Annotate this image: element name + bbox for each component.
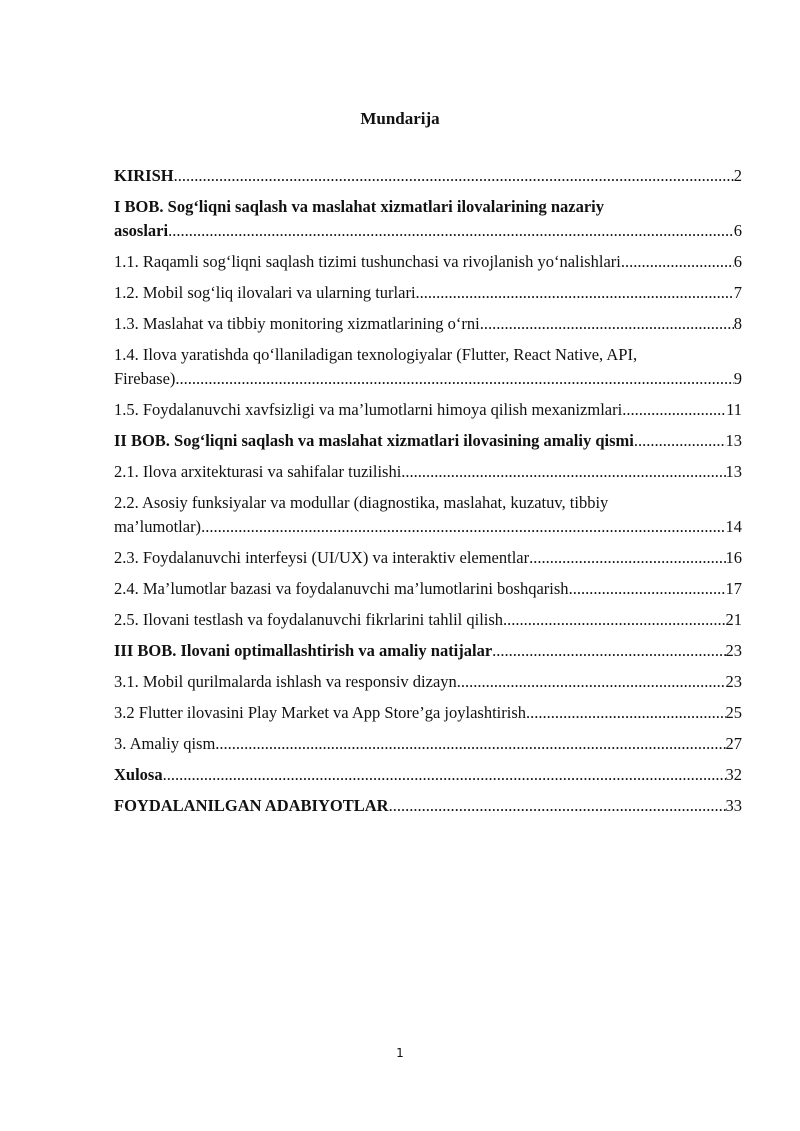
toc-page-number: 23 <box>725 641 742 660</box>
toc-entry-title: III BOB. Ilovani optimallashtirish va amaliy natijalar <box>114 641 493 660</box>
toc-entry-2-3[interactable] <box>114 546 742 570</box>
toc-entry-1-5[interactable] <box>114 398 742 422</box>
toc-entry-3-1[interactable] <box>114 670 742 694</box>
toc-page-number: 7 <box>733 283 742 302</box>
toc-entry-chapter-1[interactable] <box>114 195 742 243</box>
dot-leader <box>401 460 725 484</box>
toc-page-number: 6 <box>733 252 742 271</box>
toc-entry-title: 2.5. Ilovani testlash va foydalanuvchi fikrlarini tahlil qilish <box>114 610 504 629</box>
toc-entry-title: II BOB. Sog‘liqni saqlash va maslahat xizmatlari ilovasining amaliy qismi <box>114 431 634 450</box>
dot-leader <box>201 515 725 539</box>
toc-entry-title: Xulosa <box>114 765 163 784</box>
toc-page-number: 8 <box>733 314 742 333</box>
toc-entry-2-4[interactable] <box>114 577 742 601</box>
page-number: 1 <box>396 1046 404 1060</box>
toc-entry-2-2[interactable] <box>114 491 742 539</box>
toc-entry-title: 1.3. Maslahat va tibbiy monitoring xizmatlarining o‘rni <box>114 314 480 333</box>
toc-entry-1-3[interactable] <box>114 312 742 336</box>
toc-page-number: 17 <box>725 579 742 598</box>
toc-entry-1-2[interactable] <box>114 281 742 305</box>
toc-entry-title: 3. Amaliy qism <box>114 734 216 753</box>
toc-entry-2-1[interactable] <box>114 460 742 484</box>
dot-leader <box>168 219 734 243</box>
toc-entry-references[interactable] <box>114 794 742 818</box>
dot-leader <box>457 670 726 694</box>
dot-leader <box>492 639 725 663</box>
toc-entry-chapter-2[interactable] <box>114 429 742 453</box>
toc-page-number: 2 <box>733 166 742 185</box>
toc-entry-title: 2.1. Ilova arxitekturasi va sahifalar tuzilishi <box>114 462 402 481</box>
toc-page-number: 23 <box>725 672 742 691</box>
dot-leader <box>503 608 725 632</box>
toc-entry-kirish[interactable] <box>114 164 742 188</box>
toc-entry-3-2[interactable] <box>114 701 742 725</box>
dot-leader <box>389 794 726 818</box>
toc-page-number: 33 <box>725 796 742 815</box>
toc-entry-chapter-3[interactable] <box>114 639 742 663</box>
toc-entry-title: 3.1. Mobil qurilmalarda ishlash va responsiv dizayn <box>114 672 457 691</box>
page-title: Mundarija <box>360 109 440 128</box>
toc-page-number: 16 <box>725 548 742 567</box>
toc-entry-title: 2.4. Ma’lumotlar bazasi va foydalanuvchi ma’lumotlarini boshqarish <box>114 579 569 598</box>
toc-entry-title-line2: asoslari <box>114 221 169 240</box>
toc-entry-2-5[interactable] <box>114 608 742 632</box>
dot-leader <box>622 398 726 422</box>
toc-entry-title: 1.2. Mobil sog‘liq ilovalari va ularning turlari <box>114 283 416 302</box>
dot-leader <box>175 367 733 391</box>
toc-entry-title-line2: Firebase) <box>114 369 176 388</box>
dot-leader <box>163 763 726 787</box>
toc-page-number: 32 <box>725 765 742 784</box>
toc-entry-title: KIRISH <box>114 166 174 185</box>
toc-entry-title: 1.5. Foydalanuvchi xavfsizligi va ma’lumotlarni himoya qilish mexanizmlari <box>114 400 623 419</box>
toc-entry-1-4[interactable] <box>114 343 742 391</box>
toc-page-number: 6 <box>733 221 742 240</box>
toc-page-number: 25 <box>725 703 742 722</box>
toc-page-number: 11 <box>726 400 742 419</box>
toc-page-number: 13 <box>725 431 742 450</box>
toc-entry-title: 2.3. Foydalanuvchi interfeysi (UI/UX) va interaktiv elementlar <box>114 548 530 567</box>
toc-page-number: 27 <box>725 734 742 753</box>
toc-entry-title-line1: 1.4. Ilova yaratishda qo‘llaniladigan texnologiyalar (Flutter, React Native, API, <box>114 345 638 364</box>
toc-page-number: 13 <box>725 462 742 481</box>
dot-leader <box>634 429 726 453</box>
toc-entry-title-line1: I BOB. Sog‘liqni saqlash va maslahat xizmatlari ilovalarining nazariy <box>114 197 605 216</box>
dot-leader <box>215 732 725 756</box>
dot-leader <box>569 577 726 601</box>
dot-leader <box>529 546 725 570</box>
dot-leader <box>480 312 734 336</box>
toc-entry-xulosa[interactable] <box>114 763 742 787</box>
toc-page-number: 14 <box>725 517 742 536</box>
dot-leader <box>416 281 734 305</box>
dot-leader <box>526 701 726 725</box>
toc-entry-title-line1: 2.2. Asosiy funksiyalar va modullar (diagnostika, maslahat, kuzatuv, tibbiy <box>114 493 609 512</box>
toc-page-number: 21 <box>725 610 742 629</box>
toc-entry-title-line2: ma’lumotlar) <box>114 517 202 536</box>
dot-leader <box>621 250 734 274</box>
table-of-contents <box>114 164 742 825</box>
toc-entry-1-1[interactable] <box>114 250 742 274</box>
toc-entry-3-practical[interactable] <box>114 732 742 756</box>
toc-page-number: 9 <box>733 369 742 388</box>
toc-entry-title: FOYDALANILGAN ADABIYOTLAR <box>114 796 389 815</box>
toc-entry-title: 1.1. Raqamli sog‘liqni saqlash tizimi tushunchasi va rivojlanish yo‘nalishlari <box>114 252 621 271</box>
toc-entry-title: 3.2 Flutter ilovasini Play Market va App Store’ga joylashtirish <box>114 703 526 722</box>
dot-leader <box>174 164 734 188</box>
